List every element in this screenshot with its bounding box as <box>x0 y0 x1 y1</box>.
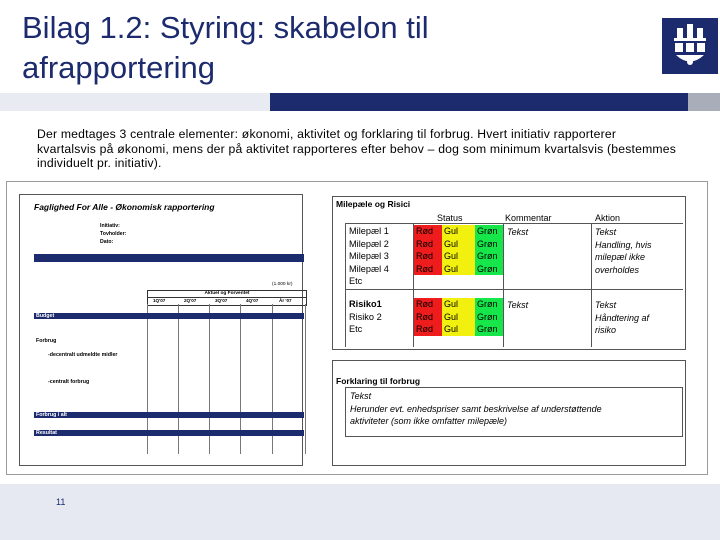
milestone-1: Milepæl 1 <box>349 226 389 236</box>
group-header: Aktuel og Forventet <box>204 291 250 296</box>
status-green-4: Grøn <box>477 263 498 274</box>
header-action: Aktion <box>595 213 621 223</box>
status-yellow-2: Gul <box>444 238 459 249</box>
risk-green-1: Grøn <box>477 299 498 309</box>
explanation-title: Forklaring til forbrug <box>336 376 421 386</box>
milestone-action-1: Tekst <box>595 227 617 237</box>
unit-label: (1.000 kr) <box>272 282 293 287</box>
risk-1: Risiko1 <box>349 299 382 309</box>
header-bar <box>34 254 304 262</box>
milestone-4: Milepæl 4 <box>349 263 389 274</box>
footer-bar <box>0 484 720 540</box>
header-status: Status <box>437 213 463 223</box>
milestones-risks <box>332 196 686 350</box>
risk-red-2: Rød <box>416 311 434 322</box>
row-forbrug-i-alt-bar <box>34 412 304 418</box>
milestone-3: Milepæl 3 <box>349 251 389 261</box>
row-forbrug-i-alt: Forbrug i alt <box>36 412 67 418</box>
period-year: År '07 <box>279 298 292 303</box>
risk-green-3: Grøn <box>477 324 498 334</box>
title-divider-bar <box>0 93 720 111</box>
meta-date: Dato: <box>100 239 114 245</box>
milestone-action-4: overholdes <box>595 264 640 275</box>
explanation-line-2: Herunder evt. enhedspriser samt beskrivelse af understøttende <box>350 403 602 414</box>
milestone-etc: Etc <box>349 276 363 286</box>
page-number: 11 <box>56 497 66 507</box>
risk-comment: Tekst <box>507 300 529 310</box>
row-resultat: Resultat <box>36 430 57 436</box>
risk-yellow-3: Gul <box>444 324 459 334</box>
risk-action-3: risiko <box>595 325 617 335</box>
coat-of-arms-icon <box>662 18 718 74</box>
risk-green-2: Grøn <box>477 311 498 322</box>
status-yellow-1: Gul <box>444 226 459 236</box>
slide-title: Bilag 1.2: Styring: skabelon til afrapportering <box>22 10 429 85</box>
milestone-action-3: milepæl ikke <box>595 252 646 262</box>
risk-action-2: Håndtering af <box>595 312 650 323</box>
template-frame <box>6 181 708 475</box>
period-q3: 3Q'07 <box>215 298 228 303</box>
risk-red-1: Rød <box>416 299 434 309</box>
row-forbrug: Forbrug <box>36 338 57 344</box>
period-q4: 4Q'07 <box>246 298 259 303</box>
risk-action-1: Tekst <box>595 300 617 310</box>
risk-red-3: Rød <box>416 324 434 334</box>
milestone-comment: Tekst <box>507 227 529 237</box>
row-decentralt: -decentralt udmeldte midler <box>48 352 118 358</box>
risk-yellow-1: Gul <box>444 299 459 309</box>
milestone-2: Milepæl 2 <box>349 238 389 249</box>
status-yellow-3: Gul <box>444 251 459 261</box>
period-q2: 2Q'07 <box>184 298 197 303</box>
status-red-3: Rød <box>416 251 434 261</box>
status-green-2: Grøn <box>477 238 498 249</box>
status-yellow-4: Gul <box>444 263 459 274</box>
row-budget-bar <box>34 313 304 319</box>
period-q1: 1Q'07 <box>153 298 166 303</box>
meta-initiative: Initiativ: <box>100 223 120 229</box>
status-red-2: Rød <box>416 238 434 249</box>
risk-yellow-2: Gul <box>444 311 459 322</box>
economic-report <box>19 194 303 466</box>
status-red-4: Rød <box>416 263 434 274</box>
explanation-line-1: Tekst <box>350 391 372 401</box>
status-green-1: Grøn <box>477 226 498 236</box>
meta-owner: Tovholder: <box>100 231 127 237</box>
spending-explanation <box>332 360 686 466</box>
row-resultat-bar <box>34 430 304 436</box>
risk-2: Risiko 2 <box>349 311 382 322</box>
milestones-title: Milepæle og Risici <box>336 199 411 209</box>
header-comment: Kommentar <box>505 213 552 223</box>
explanation-box <box>345 387 683 437</box>
milestone-action-2: Handling, hvis <box>595 239 652 250</box>
economic-report-title: Faglighed For Alle - Økonomisk rapportering <box>34 202 215 212</box>
explanation-line-3: aktiviteter (som ikke omfatter milepæle) <box>350 416 508 426</box>
status-green-3: Grøn <box>477 251 498 261</box>
row-budget: Budget <box>36 313 55 319</box>
risk-etc: Etc <box>349 324 363 334</box>
row-centralt: -centralt forbrug <box>48 379 90 385</box>
status-red-1: Rød <box>416 226 434 236</box>
intro-text: Der medtages 3 centrale elementer: økonomi, aktivitet og forklaring til forbrug. Hvert initiativ rapporterer kvartalsvis på økonomi, mens der på aktivitet rapporteres efter behov – dog som minimum kvartalsvis (bestemmes individuelt pr. initiativ). <box>37 127 677 170</box>
